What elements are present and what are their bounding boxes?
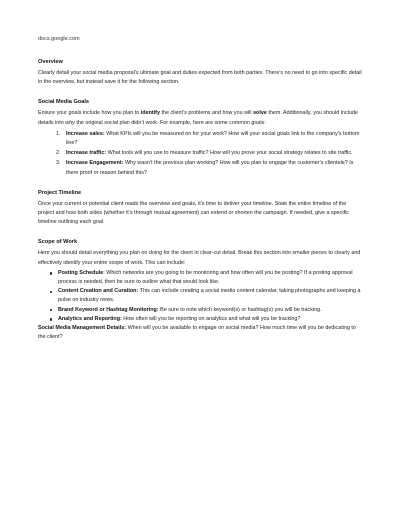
source-url: docs.google.com bbox=[38, 36, 80, 42]
goals-intro-part: Ensure your goals include how you plan to bbox=[38, 110, 141, 117]
timeline-body: Once your current or potential client reads the overview and goals, it’s time to deliver your timeline. State the entire timeline of the project and how both sides (whether it’s through mutual agreement) can extend or shorten the campaign. If needed, give a specific timeline outlining each goal. bbox=[38, 200, 349, 226]
management-details-label: Social Media Management Details: bbox=[38, 325, 127, 332]
goals-intro-part: the original social plan didn’t work. For example, here are some common goals: bbox=[74, 119, 266, 126]
overview-body: Clearly detail your social media proposal’s ultimate goal and duties expected from both parties. There’s no need to go into specific detail in the overview, but instead save it for the following section. bbox=[38, 70, 362, 86]
timeline-section bbox=[38, 190, 362, 228]
management-details-text: When will you be available to engage on social media? How much time will you be dedicating to the client? bbox=[38, 325, 356, 341]
goal-item bbox=[62, 159, 362, 177]
goal-item-text: Why wasn’t the previous plan working? How will you plan to engage the customer’s clientele? Is there proof or reason behind this? bbox=[66, 160, 354, 176]
goal-item-label: Increase traffic: bbox=[66, 150, 107, 157]
goals-section bbox=[38, 99, 362, 177]
scope-section bbox=[38, 239, 362, 342]
goals-intro-solve: solve bbox=[253, 110, 267, 117]
scope-body: Here you should detail everything you plan on doing for the client in clear-cut detail. Break this section into smaller pieces to clearly and effectively identify your entire scope of work. This can include: bbox=[38, 250, 361, 266]
goal-item-text: What KPIs will you be measured on for your work? How will your social goals link to the company’s bottom line? bbox=[66, 130, 360, 147]
scope-item bbox=[58, 287, 362, 305]
scope-item bbox=[58, 315, 362, 324]
scope-item-text: How often will you be reporting on analytics and what will you be tracking? bbox=[121, 315, 301, 322]
goal-item-label: Increase sales: bbox=[66, 130, 105, 137]
goals-intro-identify: identify bbox=[140, 110, 160, 117]
scope-list bbox=[38, 269, 362, 324]
timeline-heading: Project Timeline bbox=[38, 189, 82, 196]
goal-item bbox=[62, 130, 362, 148]
goals-list bbox=[38, 130, 362, 178]
scope-item bbox=[58, 306, 362, 315]
scope-item-text: : Which networks are you going to be monitoring and how often will you be posting? If a posting approval process is needed, then be sure to outline what that would look like. bbox=[58, 269, 353, 286]
scope-item bbox=[58, 269, 362, 287]
scope-item-label: Posting Schedule bbox=[58, 269, 104, 276]
scope-item-text: Be sure to note which keyword(s) or hashtag(s) you will be tracking. bbox=[158, 306, 322, 313]
goal-item bbox=[62, 149, 362, 158]
overview-section bbox=[38, 59, 362, 87]
goals-intro-why: why bbox=[65, 119, 75, 126]
scope-heading: Scope of Work bbox=[38, 239, 78, 246]
goal-item-text: What tools will you use to measure traffic? How will you prove your social strategy relates to site traffic. bbox=[106, 150, 353, 157]
goals-intro-part: them. Additionally, you should include details into bbox=[38, 110, 358, 126]
scope-item-label: Brand Keyword or Hashtag Monitoring: bbox=[58, 306, 159, 313]
overview-heading: Overview bbox=[38, 59, 63, 65]
scope-item-text: This can include creating a social media content calendar, taking photographs and keeping a pulse on industry news. bbox=[58, 288, 361, 304]
goals-heading: Social Media Goals bbox=[38, 99, 89, 106]
goal-item-label: Increase Engagement: bbox=[66, 160, 124, 167]
goals-intro bbox=[38, 109, 362, 127]
goals-intro-part: the client’s problems and how you will bbox=[159, 110, 254, 117]
scope-item-label: Content Creation and Curation: bbox=[58, 288, 139, 295]
scope-item-label: Analytics and Reporting: bbox=[58, 315, 122, 322]
management-details bbox=[38, 324, 362, 342]
